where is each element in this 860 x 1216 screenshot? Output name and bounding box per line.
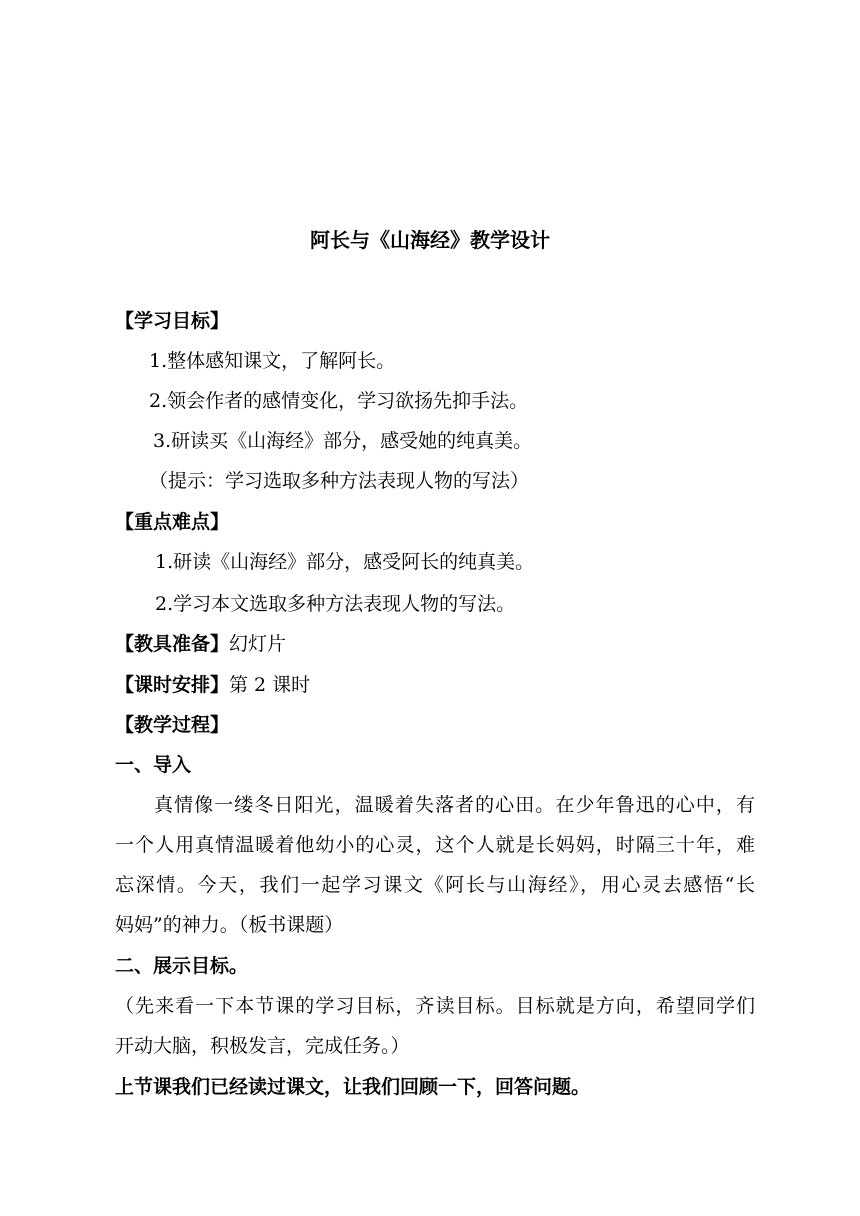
section1-heading: 一、导入 xyxy=(115,754,192,776)
schedule-row xyxy=(115,673,310,697)
key-points-heading: 【重点难点】 xyxy=(115,511,230,533)
schedule-value: 第 2 课时 xyxy=(229,674,311,696)
intro-paragraph-line: 忘深情。今天，我们一起学习课文《阿长与山海经》，用心灵去感悟“长 xyxy=(115,874,755,896)
objectives-heading: 【学习目标】 xyxy=(115,310,230,332)
objectives-hint: （提示：学习选取多种方法表现人物的写法） xyxy=(149,470,530,492)
materials-heading: 【教具准备】 xyxy=(115,633,230,655)
intro-paragraph-line: 一个人用真情温暖着他幼小的心灵，这个人就是长妈妈，时隔三十年，难 xyxy=(115,834,755,856)
section2-paragraph-line: （先来看一下本节课的学习目标，齐读目标。目标就是方向，希望同学们 xyxy=(115,995,755,1017)
process-heading: 【教学过程】 xyxy=(115,714,230,736)
materials-row xyxy=(115,632,286,656)
review-prompt: 上节课我们已经读过课文，让我们回顾一下，回答问题。 xyxy=(115,1076,591,1098)
section2-paragraph-line: 开动大脑，积极发言，完成任务。） xyxy=(115,1035,410,1057)
schedule-heading: 【课时安排】 xyxy=(115,674,230,696)
objective-item: 3.研读买《山海经》部分，感受她的纯真美。 xyxy=(153,430,533,452)
intro-paragraph-line: 真情像一缕冬日阳光，温暖着失落者的心田。在少年鲁迅的心中，有 xyxy=(154,794,755,816)
intro-paragraph-line: 妈妈”的神力。（板书课题） xyxy=(115,914,344,936)
objective-item: 1.整体感知课文，了解阿长。 xyxy=(149,350,396,372)
key-point-item: 1.研读《山海经》部分，感受阿长的纯真美。 xyxy=(155,551,535,573)
document-title: 阿长与《山海经》教学设计 xyxy=(310,228,550,252)
objective-item: 2.领会作者的感情变化，学习欲扬先抑手法。 xyxy=(149,390,529,412)
materials-value: 幻灯片 xyxy=(229,633,287,655)
key-point-item: 2.学习本文选取多种方法表现人物的写法。 xyxy=(155,593,516,615)
section2-heading: 二、展示目标。 xyxy=(115,955,249,977)
